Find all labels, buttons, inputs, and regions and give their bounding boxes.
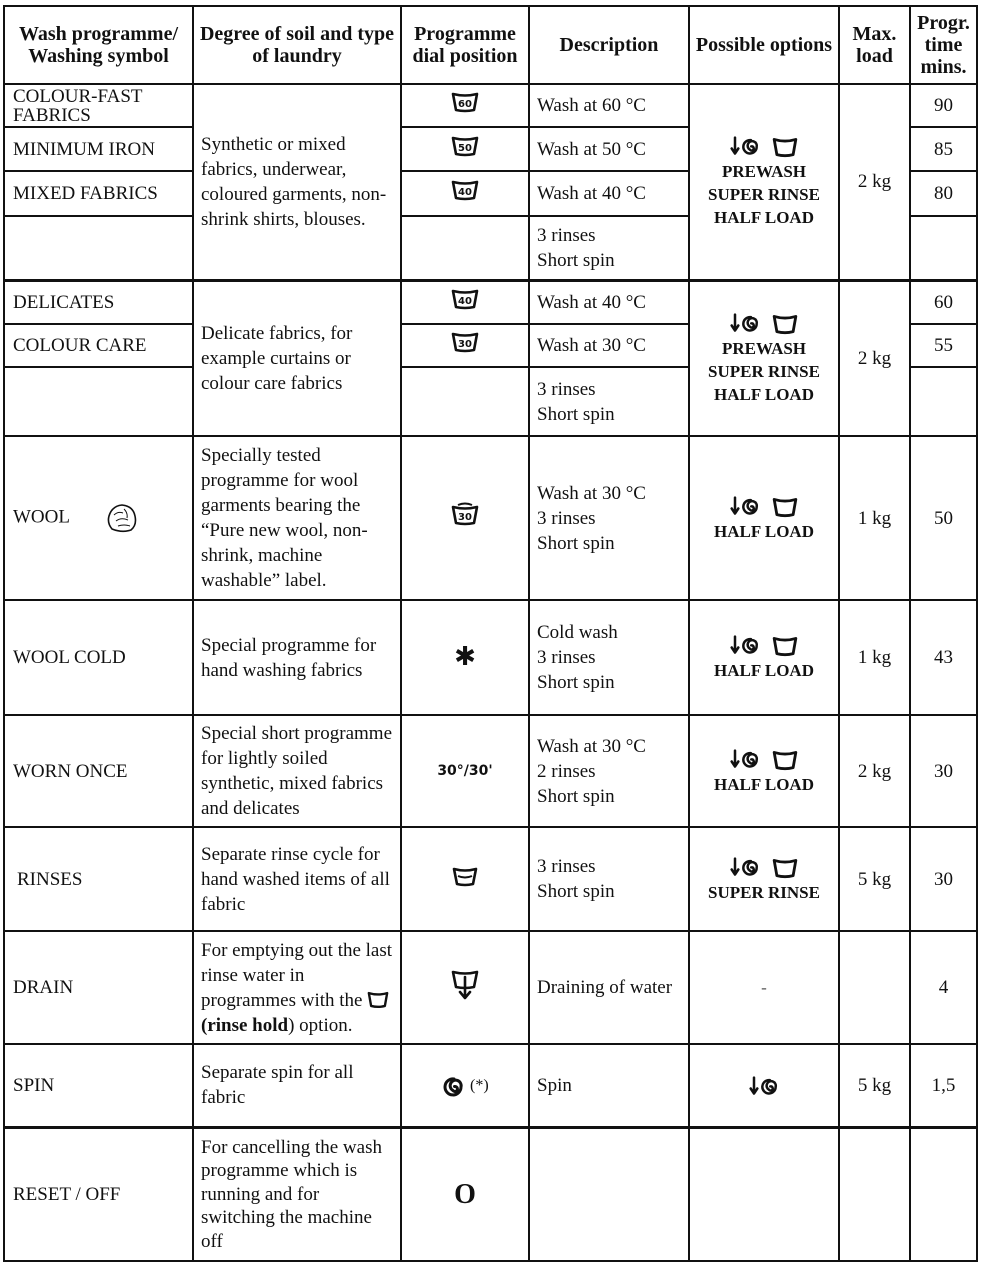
soil-drain-bold: (rinse hold [201, 1014, 289, 1036]
soil-drain-text: For emptying out the last rinse water in programmes with the [201, 939, 393, 1011]
description-40: Wash at 40 °C [529, 171, 689, 216]
time-wool-cold: 43 [910, 600, 977, 715]
option-symbols [690, 633, 838, 659]
soil-group2: Delicate fabrics, for example curtains or colour care fabrics [193, 280, 401, 436]
description-worn-once [529, 715, 689, 827]
description-line: Short spin [537, 672, 615, 693]
dial-empty [401, 367, 529, 436]
header-max-load: Max. load [839, 6, 910, 84]
description-rinses-group2 [529, 367, 689, 436]
description-wool [529, 436, 689, 600]
table-row [4, 280, 977, 324]
wash-40-icon [450, 178, 480, 202]
svg-text:50: 50 [458, 142, 472, 154]
description-line: 3 rinses [537, 647, 596, 668]
description-line: Short spin [537, 785, 615, 807]
time-spin: 1,5 [910, 1044, 977, 1127]
cold-wash-icon: ✱ [401, 600, 529, 715]
options-wool [689, 436, 839, 600]
svg-text:40: 40 [458, 295, 472, 307]
description-60: Wash at 60 °C [529, 84, 689, 127]
option-super-rinse: SUPER RINSE [708, 361, 820, 381]
programme-wool-label: WOOL [13, 506, 70, 528]
load-reset [839, 1127, 910, 1261]
load-rinses: 5 kg [839, 827, 910, 931]
rinse-line: 3 rinses [537, 378, 596, 400]
options-spin [689, 1044, 839, 1127]
options-group2 [689, 280, 839, 436]
table-row [4, 1044, 977, 1127]
time-minimum-iron: 85 [910, 127, 977, 171]
time-wool: 50 [910, 436, 977, 600]
load-wool-cold: 1 kg [839, 600, 910, 715]
description-drain: Draining of water [529, 931, 689, 1044]
soil-group1: Synthetic or mixed fabrics, underwear, coloured garments, non-shrink shirts, blouses. [193, 84, 401, 280]
option-half-load: HALF LOAD [714, 661, 814, 680]
programme-wool-cold: WOOL COLD [4, 600, 193, 715]
option-symbols [690, 855, 838, 881]
description-rinses [529, 827, 689, 931]
option-super-rinse: SUPER RINSE [708, 185, 820, 205]
time-empty [910, 367, 977, 436]
programme-reset: RESET / OFF [4, 1127, 193, 1261]
programme-colour-fast: COLOUR-FAST FABRICS [4, 84, 193, 127]
dial-rinses [401, 827, 529, 931]
rinse-line: 3 rinses [537, 224, 596, 246]
svg-text:60: 60 [458, 99, 472, 110]
description-reset [529, 1127, 689, 1261]
description-30: Wash at 30 °C [529, 324, 689, 367]
description-line: 3 rinses [537, 856, 596, 877]
rinse-hold-icon [772, 136, 798, 158]
soil-wool-cold: Special programme for hand washing fabrics [193, 600, 401, 715]
load-spin: 5 kg [839, 1044, 910, 1127]
programme-mixed-fabrics: MIXED FABRICS [4, 171, 193, 216]
drain-icon [450, 968, 480, 1000]
spin-icon [441, 1074, 465, 1098]
spin-line: Short spin [537, 403, 615, 425]
spin-note: (*) [470, 1077, 489, 1095]
programme-wool [4, 436, 193, 600]
spin-line: Short spin [537, 249, 615, 271]
soil-rinses: Separate rinse cycle for hand washed items of all fabric [193, 827, 401, 931]
rinse-hold-icon [772, 857, 798, 879]
rinse-icon [451, 864, 479, 888]
spin-reduction-icon [730, 134, 760, 158]
wash-60-icon [450, 90, 480, 114]
option-symbols [690, 134, 838, 160]
option-half-load: HALF LOAD [714, 774, 814, 794]
programme-empty [4, 367, 193, 436]
header-dial: Programme dial position [401, 6, 529, 84]
dial-worn-once: 30°/30' [401, 715, 529, 827]
option-super-rinse: SUPER RINSE [708, 882, 820, 902]
description-line: 2 rinses [537, 760, 596, 782]
table-row [4, 827, 977, 931]
dial-40-delicates [401, 280, 529, 324]
description-line: Short spin [537, 881, 615, 902]
header-row [4, 6, 977, 84]
description-line: Wash at 30 °C [537, 482, 646, 504]
off-icon: O [401, 1127, 529, 1261]
hand-wash-30-icon [450, 502, 480, 528]
dial-40 [401, 171, 529, 216]
option-symbols [690, 494, 838, 520]
header-soil: Degree of soil and type of laundry [193, 6, 401, 84]
options-reset [689, 1127, 839, 1261]
time-colour-fast: 90 [910, 84, 977, 127]
table-row [4, 1127, 977, 1261]
rinse-hold-icon [772, 496, 798, 518]
svg-text:30: 30 [458, 511, 472, 523]
rinse-hold-icon [772, 635, 798, 657]
programme-colour-care: COLOUR CARE [4, 324, 193, 367]
programme-delicates: DELICATES [4, 280, 193, 324]
header-time: Progr. time mins. [910, 6, 977, 84]
spin-reduction-icon [730, 747, 760, 771]
spin-reduction-icon [730, 311, 760, 335]
soil-reset: For cancelling the wash programme which is running and for switching the machine off [193, 1127, 401, 1261]
svg-text:30: 30 [458, 339, 472, 350]
table-row [4, 600, 977, 715]
programme-empty [4, 216, 193, 280]
soil-wool: Specially tested programme for wool garments bearing the “Pure new wool, non-shrink, machine washable” label. [193, 436, 401, 600]
time-rinses: 30 [910, 827, 977, 931]
soil-worn-once: Special short programme for lightly soiled synthetic, mixed fabrics and delicates [193, 715, 401, 827]
header-description: Description [529, 6, 689, 84]
description-50: Wash at 50 °C [529, 127, 689, 171]
wash-50-icon [450, 134, 480, 158]
dial-empty [401, 216, 529, 280]
options-drain: - [689, 931, 839, 1044]
soil-spin: Separate spin for all fabric [193, 1044, 401, 1127]
description-rinses-group1 [529, 216, 689, 280]
table-row [4, 715, 977, 827]
spin-reduction-icon [730, 494, 760, 518]
options-worn-once [689, 715, 839, 827]
spin-reduction-icon [749, 1074, 779, 1098]
description-line: Short spin [537, 532, 615, 554]
programme-rinses: RINSES [4, 827, 193, 931]
load-worn-once: 2 kg [839, 715, 910, 827]
option-symbols [690, 311, 838, 337]
programme-spin: SPIN [4, 1044, 193, 1127]
wool-ball-icon [104, 501, 140, 535]
option-half-load: HALF LOAD [714, 521, 814, 541]
option-prewash: PREWASH [721, 338, 807, 358]
dial-30 [401, 324, 529, 367]
soil-drain [193, 931, 401, 1044]
load-group1: 2 kg [839, 84, 910, 280]
programme-minimum-iron: MINIMUM IRON [4, 127, 193, 171]
load-group2: 2 kg [839, 280, 910, 436]
programme-drain: DRAIN [4, 931, 193, 1044]
description-line: Cold wash [537, 622, 618, 643]
rinse-hold-icon [772, 749, 798, 771]
option-prewash: PREWASH [721, 162, 807, 182]
description-spin: Spin [529, 1044, 689, 1127]
header-options: Possible options [689, 6, 839, 84]
description-wool-cold [529, 600, 689, 715]
dial-wool [401, 436, 529, 600]
description-40-delicates: Wash at 40 °C [529, 280, 689, 324]
description-line: Wash at 30 °C [537, 735, 646, 757]
options-rinses [689, 827, 839, 931]
spin-reduction-icon [730, 633, 760, 657]
wash-40-icon [450, 287, 480, 311]
table-row [4, 931, 977, 1044]
svg-text:40: 40 [458, 187, 472, 198]
option-half-load: HALF LOAD [714, 208, 814, 228]
option-symbols [690, 747, 838, 773]
header-programme: Wash programme/ Washing symbol [4, 6, 193, 84]
time-empty [910, 216, 977, 280]
time-worn-once: 30 [910, 715, 977, 827]
table-row [4, 436, 977, 600]
dial-60 [401, 84, 529, 127]
dial-spin [401, 1044, 529, 1127]
soil-drain-end: ) option. [288, 1014, 353, 1036]
dial-drain [401, 931, 529, 1044]
load-drain [839, 931, 910, 1044]
time-delicates: 60 [910, 280, 977, 324]
rinse-hold-icon [772, 313, 798, 335]
options-wool-cold [689, 600, 839, 715]
option-half-load: HALF LOAD [714, 384, 814, 404]
options-group1 [689, 84, 839, 280]
wash-30-icon [450, 330, 480, 354]
load-wool: 1 kg [839, 436, 910, 600]
time-reset [910, 1127, 977, 1261]
rinse-hold-icon [367, 990, 389, 1009]
table-row [4, 84, 977, 127]
time-mixed-fabrics: 80 [910, 171, 977, 216]
description-line: 3 rinses [537, 507, 596, 529]
dial-50 [401, 127, 529, 171]
spin-reduction-icon [730, 855, 760, 879]
programme-worn-once: WORN ONCE [4, 715, 193, 827]
time-drain: 4 [910, 931, 977, 1044]
wash-programme-table [3, 5, 978, 1262]
time-colour-care: 55 [910, 324, 977, 367]
